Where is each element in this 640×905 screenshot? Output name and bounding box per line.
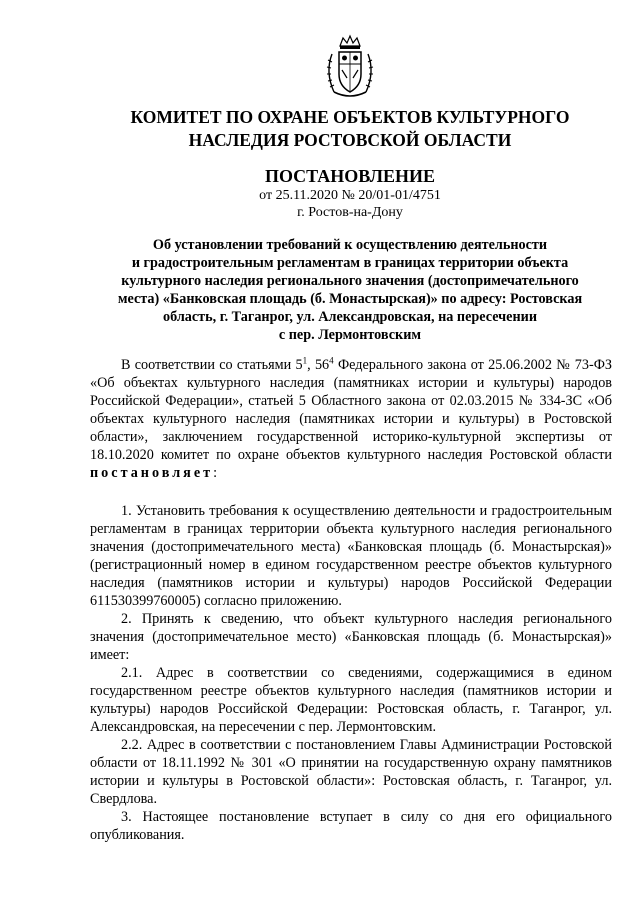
preamble-text: , 56 xyxy=(307,357,330,373)
paragraph-2-1: 2.1. Адрес в соответствии со сведениями, содержащимися в едином государственном реестре объектов культурного наследия (памятников истории и культуры) народов Российской Федерации: Ростовская область, г. Таганрог, ул. Александровская, на пересечении с пер. Лермонтовским. xyxy=(90,665,612,735)
preamble-paragraph xyxy=(90,356,612,482)
superscript: 4 xyxy=(329,355,334,366)
org-line-1: КОМИТЕТ ПО ОХРАНЕ ОБЪЕКТОВ КУЛЬТУРНОГО xyxy=(130,107,570,127)
paragraph-1: 1. Установить требования к осуществлению деятельности и градостроительным регламентам в границах территории объекта культурного наследия регионального значения (достопримечательного места) «Банковская площадь (б. Монастырская)» (регистрационный номер в едином государственном реестре объектов культурного наследия (памятников истории и культуры) народов Российской Федерации 611530399760005) согласно приложению. xyxy=(90,503,612,609)
organization-name xyxy=(60,106,640,152)
document-subject xyxy=(90,236,610,344)
document-type: ПОСТАНОВЛЕНИЕ xyxy=(264,166,436,186)
document-date-number: от 25.11.2020 № 20/01-01/4751 xyxy=(259,188,441,203)
document-body xyxy=(90,356,612,844)
preamble-text: В соответствии со статьями 5 xyxy=(121,357,303,373)
org-line-2: НАСЛЕДИЯ РОСТОВСКОЙ ОБЛАСТИ xyxy=(188,130,512,150)
subject-line: область, г. Таганрог, ул. Александровская, на пересечении xyxy=(162,309,538,325)
preamble-text: : xyxy=(213,465,218,481)
preamble-text: Федерального закона от 25.06.2002 № 73-ФЗ «Об объектах культурного наследия (памятниках истории и культуры) народов Российской Федерации», статьей 5 Областного закона от 02.03.2015 № 334-ЗС «Об объектах культурного наследия (памятниках истории и культуры) в Ростовской области», заключением государственной историко-культурной экспертизы от 18.10.2020 комитет по охране объектов культурного наследия Ростовской области xyxy=(90,357,613,463)
subject-line: с пер. Лермонтовским xyxy=(278,327,422,343)
subject-line: культурного наследия регионального значения (достопримечательного xyxy=(121,273,579,289)
paragraph-3: 3. Настоящее постановление вступает в силу со дня его официального опубликования. xyxy=(90,809,612,843)
subject-line: Об установлении требований к осуществлению деятельности xyxy=(152,237,548,253)
subject-line: и градостроительным регламентам в границах территории объекта xyxy=(131,255,569,271)
superscript: 1 xyxy=(302,355,308,366)
subject-line: места) «Банковская площадь (б. Монастырская)» по адресу: Ростовская xyxy=(117,291,583,307)
paragraph-2: 2. Принять к сведению, что объект культурного наследия регионального значения (достопримечательное место) «Банковская площадь (б. Монастырская)» имеет: xyxy=(90,611,612,663)
paragraph-2-2: 2.2. Адрес в соответствии с постановлением Главы Администрации Ростовской области от 18.11.1992 № 301 «О принятии на государственную охрану памятников истории и культуры в Ростовской области»: Ростовская область, г. Таганрог, ул. Свердлова. xyxy=(90,737,612,807)
decree-word: постановляет xyxy=(90,465,214,481)
document-city: г. Ростов-на-Дону xyxy=(297,205,403,220)
coat-of-arms-icon xyxy=(322,34,378,100)
